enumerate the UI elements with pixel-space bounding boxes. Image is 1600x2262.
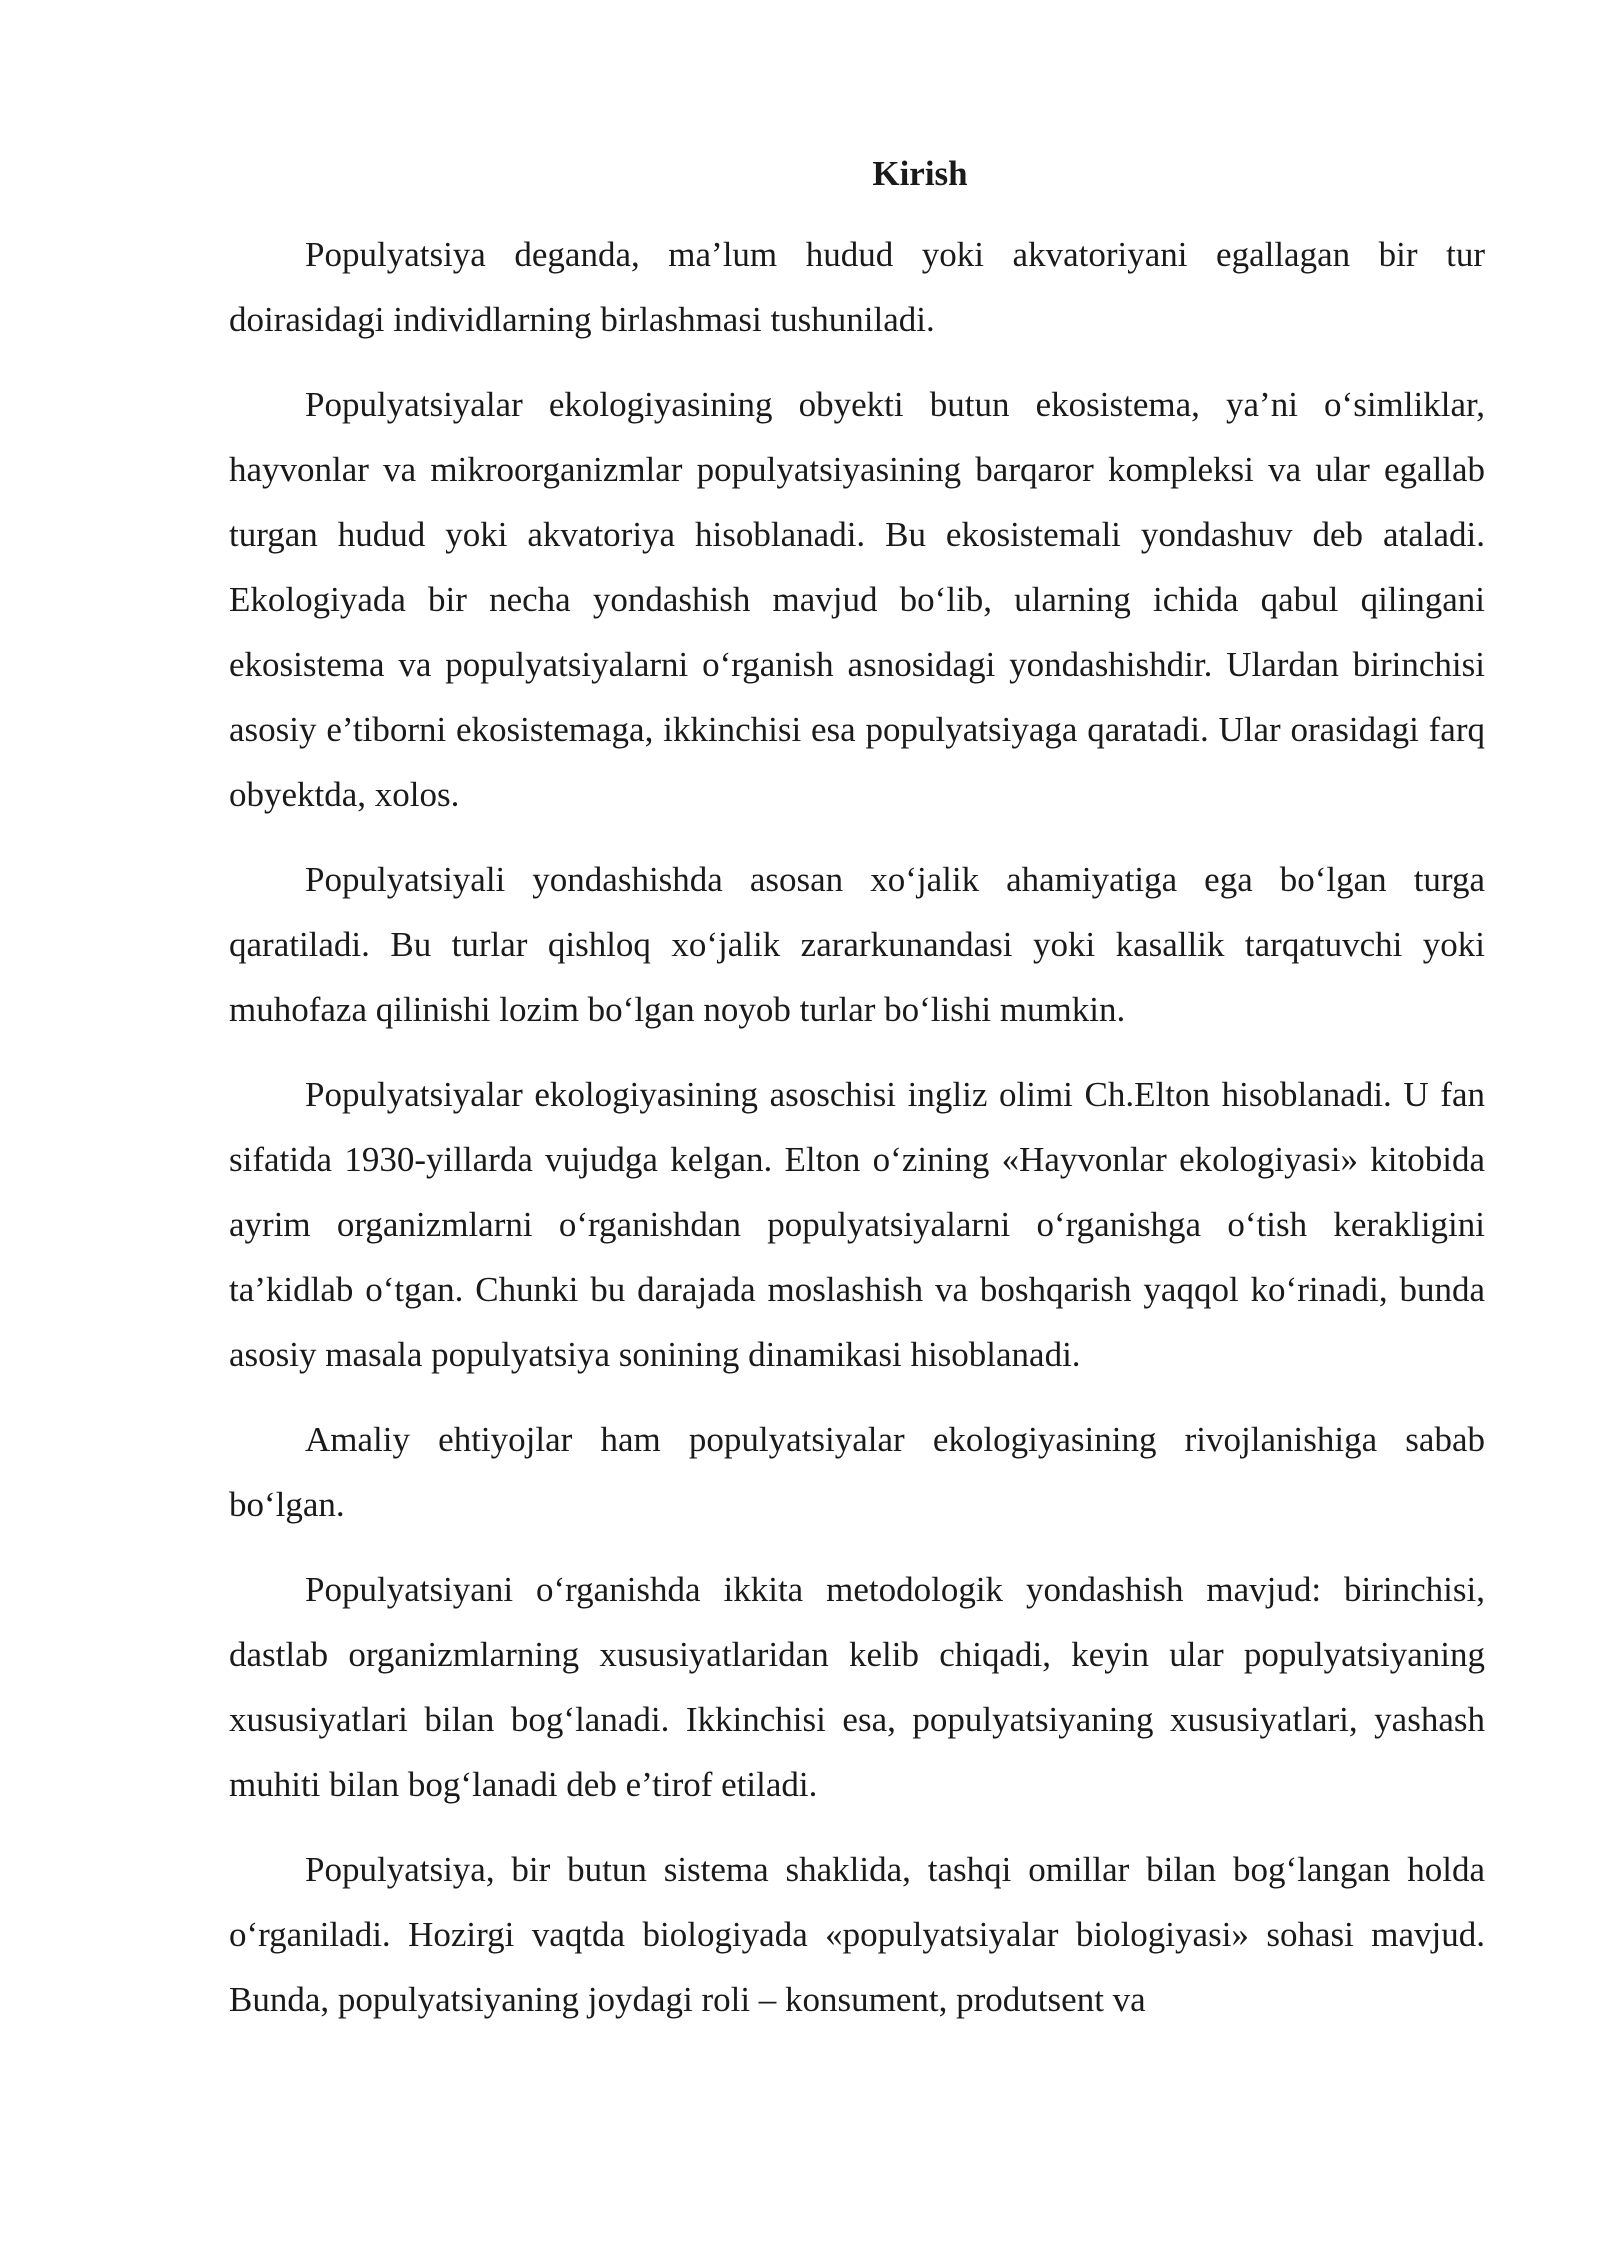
document-body (229, 146, 1485, 2032)
paragraph-5: Amaliy ehtiyojlar ham populyatsiyalar ekologiyasining rivojlanishiga sabab bo‘lgan. (229, 1420, 1485, 1524)
page-title: Kirish (872, 154, 968, 193)
paragraph-4: Populyatsiyalar ekologiyasining asoschisi ingliz olimi Ch.Elton hisoblanadi. U fan sifatida 1930-yillarda vujudga kelgan. Elton o‘zining «Hayvonlar ekologiyasi» kitobida ayrim organizmlarni o‘rganishdan populyatsiyalarni o‘rganishga o‘tish kerakligini ta’kidlab o‘tgan. Chunki bu darajada moslashish va boshqarish yaqqol ko‘rinadi, bunda asosiy masala populyatsiya sonining dinamikasi hisoblanadi. (229, 1075, 1485, 1374)
paragraph-3: Populyatsiyali yondashishda asosan xo‘jalik ahamiyatiga ega bo‘lgan turga qaratiladi. Bu turlar qishloq xo‘jalik zararkunandasi yoki kasallik tarqatuvchi yoki muhofaza qilinishi lozim bo‘lgan noyob turlar bo‘lishi mumkin. (229, 860, 1485, 1029)
paragraph-1: Populyatsiya deganda, ma’lum hudud yoki akvatoriyani egallagan bir tur doirasidagi individlarning birlashmasi tushuniladi. (229, 235, 1485, 339)
paragraph-7: Populyatsiya, bir butun sistema shaklida, tashqi omillar bilan bog‘langan holda o‘rganiladi. Hozirgi vaqtda biologiyada «populyatsiyalar biologiyasi» sohasi mavjud. Bunda, populyatsiyaning joydagi roli – konsument, produtsent va (229, 1850, 1485, 2019)
paragraph-2: Populyatsiyalar ekologiyasining obyekti butun ekosistema, ya’ni o‘simliklar, hayvonlar va mikroorganizmlar populyatsiyasining barqaror kompleksi va ular egallab turgan hudud yoki akvatoriya hisoblanadi. Bu ekosistemali yondashuv deb ataladi. Ekologiyada bir necha yondashish mavjud bo‘lib, ularning ichida qabul qilingani ekosistema va populyatsiyalarni o‘rganish asnosidagi yondashishdir. Ulardan birinchisi asosiy e’tiborni ekosistemaga, ikkinchisi esa populyatsiyaga qaratadi. Ular orasidagi farq obyektda, xolos. (229, 385, 1485, 814)
paragraph-6: Populyatsiyani o‘rganishda ikkita metodologik yondashish mavjud: birinchisi, dastlab organizmlarning xususiyatlaridan kelib chiqadi, keyin ular populyatsiyaning xususiyatlari bilan bog‘lanadi. Ikkinchisi esa, populyatsiyaning xususiyatlari, yashash muhiti bilan bog‘lanadi deb e’tirof etiladi. (229, 1570, 1485, 1804)
